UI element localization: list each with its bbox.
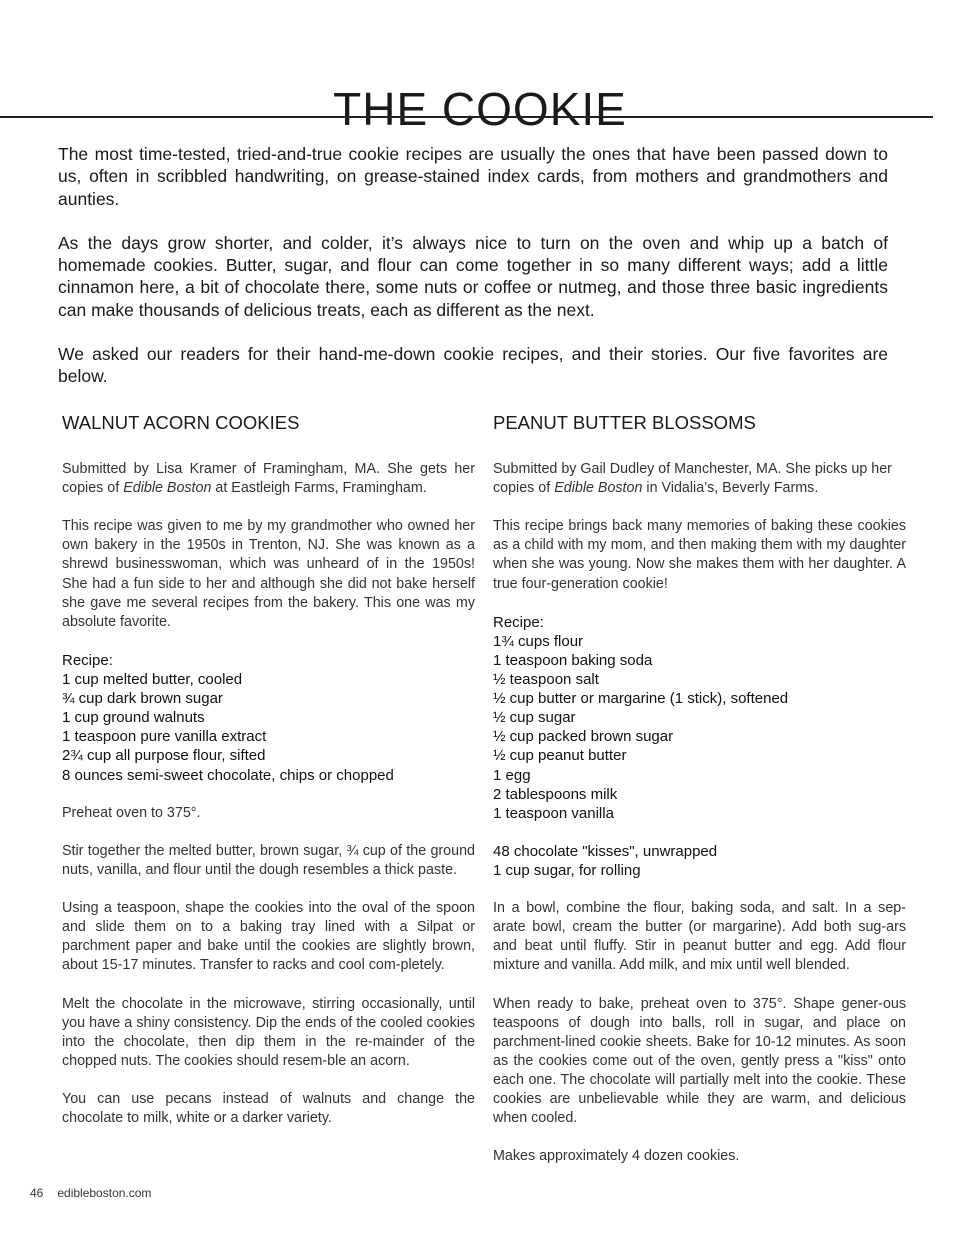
ingredient-item: 1 teaspoon pure vanilla extract [62, 728, 267, 746]
intro-paragraph: As the days grow shorter, and colder, it’s always nice to turn on the oven and whip up a batch of homemade cookies. Butter, sugar, and flour can come together in so many different ways; add a little cinnamon here, a bit of chocolate there, some nuts or coffee or nutmeg, and those three basic ingredients can make thousands of delicious treats, each as different as the next. [58, 232, 888, 320]
intro-paragraph: We asked our readers for their hand-me-down cookie recipes, and their stories. Our five favorites are below. [58, 344, 888, 387]
ingredient-item: 1 egg [493, 766, 531, 784]
submitted-by: Submitted by Gail Dudley of Manchester, MA. She picks up her copies of Edible Boston in Vidalia’s, Beverly Farms. [493, 461, 892, 497]
ingredient-item: 8 ounces semi-sweet chocolate, chips or chopped [62, 766, 394, 784]
instruction-step: Using a teaspoon, shape the cookies into the oval of the spoon and slide them on to a baking tray lined with a Silpat or parchment paper and bake until the cookies are slightly brown, about 15-17 minutes. Transfer to racks and cool com-pletely. [62, 900, 475, 974]
instruction-step: Stir together the melted butter, brown sugar, ¾ cup of the ground nuts, vanilla, and flour until the dough resembles a thick paste. [62, 842, 475, 878]
intro-section [58, 143, 888, 410]
recipe-story: This recipe was given to me by my grandmother who owned her own bakery in the 1950s in Trenton, NJ. She was known as a shrewd businesswoman, which was unheard of in the 1950s! She had a fun side to her and although she did not bake herself she gave me several recipes from the bakery. This one was my absolute favorite. [62, 518, 475, 630]
page-title: THE COOKIE [333, 82, 627, 135]
instruction-step: When ready to bake, preheat oven to 375°. Shape gener-ous teaspoons of dough into balls, roll in sugar, and place on parchment-lined cookie sheets. Bake for 10-12 minutes. As soon as the cookies come out of the oven, gently press a "kiss" onto each one. The chocolate will partially melt into the cookie. These cookies are unbelievable while they are warm, and delicious when cooled. [493, 995, 906, 1127]
extra-ingredient-list [493, 842, 906, 880]
recipe-heading: PEANUT BUTTER BLOSSOMS [493, 412, 756, 433]
ingredient-item: 48 chocolate "kisses", unwrapped [493, 842, 718, 860]
ingredient-item: 1 cup sugar, for rolling [493, 861, 641, 879]
ingredient-item: 2 tablespoons milk [493, 785, 618, 803]
peanut-butter-blossoms-column [493, 410, 906, 1186]
magazine-name: Edible Boston [123, 480, 212, 497]
page-number: 46 [30, 1186, 44, 1200]
walnut-acorn-column [62, 410, 475, 1147]
ingredient-item: 1¾ cups flour [493, 632, 584, 650]
ingredient-item: ½ cup peanut butter [493, 747, 627, 765]
instruction-step: Melt the chocolate in the microwave, stirring occasionally, until you have a shiny consistency. Dip the ends of the cooled cookies into the chocolate, then dip them in the re-mainder of the chopped nuts. The cookies should resem-ble an acorn. [62, 995, 475, 1069]
ingredient-item: 1 cup ground walnuts [62, 709, 205, 727]
magazine-name: Edible Boston [554, 480, 643, 497]
ingredient-item: ¾ cup dark brown sugar [62, 690, 223, 708]
ingredient-item: 1 cup melted butter, cooled [62, 671, 243, 689]
ingredient-item: ½ cup packed brown sugar [493, 728, 674, 746]
recipe-label: Recipe: [493, 613, 544, 631]
instruction-step: In a bowl, combine the flour, baking soda, and salt. In a sep-arate bowl, cream the butter (or margarine). Add both sug-ars and beat until fluffy. Stir in peanut butter and egg. Add flour mixture and vanilla. Add milk, and mix until well blended. [493, 900, 906, 974]
instruction-step: Makes approximately 4 dozen cookies. [493, 1148, 740, 1165]
ingredient-item: ½ cup butter or margarine (1 stick), softened [493, 690, 789, 708]
title-divider [0, 116, 933, 118]
recipe-heading: WALNUT ACORN COOKIES [62, 412, 300, 433]
ingredient-item: 1 teaspoon vanilla [493, 804, 614, 822]
ingredient-item: 2¾ cup all purpose flour, sifted [62, 747, 266, 765]
recipe-label: Recipe: [62, 651, 113, 669]
instruction-step: You can use pecans instead of walnuts and change the chocolate to milk, white or a darker variety. [62, 1091, 475, 1127]
submitted-by: Submitted by Lisa Kramer of Framingham, MA. She gets her copies of Edible Boston at Eastleigh Farms, Framingham. [62, 461, 475, 497]
instruction-step: Preheat oven to 375°. [62, 804, 201, 821]
ingredient-item: 1 teaspoon baking soda [493, 651, 653, 669]
ingredient-item: ½ cup sugar [493, 709, 576, 727]
ingredient-item: ½ teaspoon salt [493, 671, 599, 689]
ingredient-list [493, 613, 906, 823]
page-footer [30, 1186, 151, 1200]
ingredient-list [62, 651, 475, 785]
intro-paragraph: The most time-tested, tried-and-true cookie recipes are usually the ones that have been passed down to us, often in scribbled handwriting, on grease-stained index cards, from mothers and grandmothers and aunties. [58, 144, 888, 209]
recipe-story: This recipe brings back many memories of baking these cookies as a child with my mom, and then making them with my daughter when she was young. Now she makes them with her daughter. A true four-generation cookie! [493, 518, 906, 592]
site-url: edibleboston.com [57, 1186, 152, 1200]
